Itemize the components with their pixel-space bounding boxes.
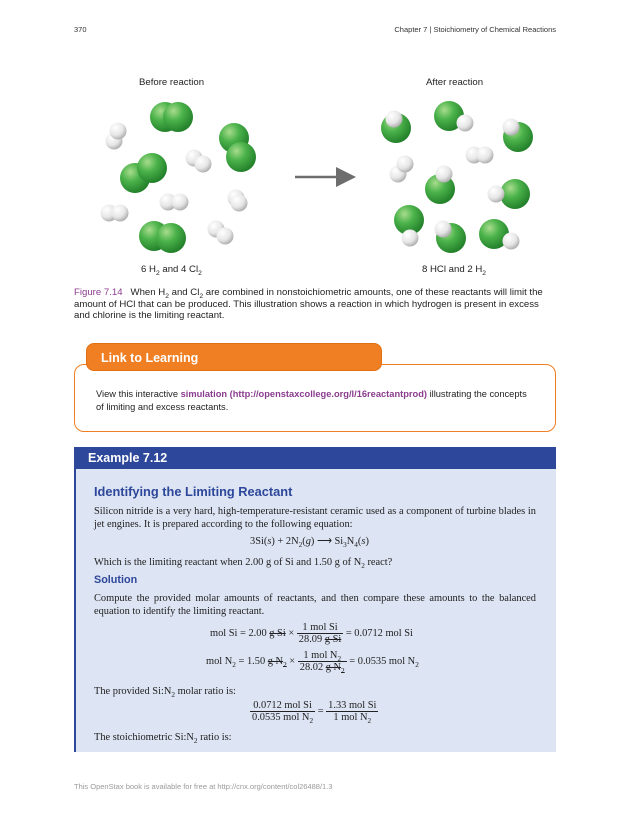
h2-molecule xyxy=(228,190,248,212)
simulation-link[interactable]: simulation (http://openstaxcollege.org/l/16reactantprod) xyxy=(180,389,427,399)
after-label: After reaction xyxy=(426,77,484,88)
before-formula: 6 $H_2$ and 4 $Cl_2$ xyxy=(141,264,202,277)
page-number: 370 xyxy=(74,25,87,34)
hcl-molecule xyxy=(488,179,531,209)
h2-molecule xyxy=(186,150,212,173)
h2-molecule xyxy=(466,147,494,164)
calc-mol-n2: mol $N_2 = 1.50$ g $N_2$ × $\frac{1 mol N_2}{28.02 g N_2}$ = 0.0535 mol $N_2$ xyxy=(206,650,419,676)
hcl-molecule xyxy=(434,101,474,132)
h2-molecule xyxy=(106,123,127,150)
h2-molecule xyxy=(101,205,129,222)
ratio-intro: The provided $Si:N_2$ molar ratio is: xyxy=(94,686,236,700)
link-to-learning-tab: Link to Learning xyxy=(86,343,382,371)
reaction-equation: $3Si(s) + 2N_2(g)$ ⟶ $Si_3N_4(s)$ xyxy=(250,536,369,550)
cl2-molecule xyxy=(139,221,186,253)
after-formula: 8 HCl and 2 $H_2$ xyxy=(422,264,487,277)
figure-caption: Figure 7.14 When $H_2$ and $Cl_2$ are combined in nonstoichiometric amounts, one of these reactants will limit the amount of HCl that can be produced. This illustration shows a reaction in which hydrogen is present in excess and chlorine is the limiting reactant. xyxy=(74,287,543,322)
example-question: Which is the limiting reactant when 2.00 g of Si and 1.50 g of $N_2$ react? xyxy=(94,557,393,571)
example-title: Identifying the Limiting Reactant xyxy=(94,484,293,499)
chapter-header: Chapter 7 | Stoichiometry of Chemical Reactions xyxy=(394,25,556,34)
footer: This OpenStax book is available for free at http://cnx.org/content/col26488/1.3 xyxy=(74,782,333,791)
cl2-molecule xyxy=(150,102,193,132)
solution-heading: Solution xyxy=(94,574,138,586)
solution-text: Compute the provided molar amounts of reactants, and then compare these amounts to the balanced equation to identify the limiting reactant. xyxy=(94,593,536,617)
link-to-learning-text: View this interactive simulation (http://openstaxcollege.org/l/16reactantprod) illustrating the concepts of limiting and excess reactants. xyxy=(96,389,527,412)
hcl-molecule xyxy=(479,219,520,250)
h2-molecule xyxy=(160,194,189,211)
molar-ratio: $\frac{\text{0.0712 mol Si}}{0.0535 mol N_2}$ = $\frac{\text{1.33 mol Si}}{1 mol N_2}$ xyxy=(252,700,377,726)
hcl-molecule xyxy=(435,221,467,254)
example-intro: Silicon nitride is a very hard, high-temperature-resistant ceramic used as a component of turbine blades in jet engines. It is prepared according to the following equation: xyxy=(94,506,536,530)
cl2-molecule xyxy=(120,153,167,193)
before-label: Before reaction xyxy=(139,77,205,88)
h2-molecule xyxy=(208,221,234,245)
hcl-molecule xyxy=(503,119,534,153)
calc-mol-si: mol Si = 2.00 g Si × $\frac{\text{1 mol Si}}{\text{28.09 g Si}}$ = 0.0712 mol Si xyxy=(210,622,413,645)
example-header: Example 7.12 xyxy=(74,447,556,469)
hcl-molecule xyxy=(394,205,424,247)
cl2-molecule xyxy=(219,123,256,172)
h2-molecule xyxy=(390,156,414,183)
stoich-ratio-intro: The stoichiometric $Si:N_2$ ratio is: xyxy=(94,732,232,746)
hcl-molecule xyxy=(381,111,411,144)
hcl-molecule xyxy=(425,166,455,205)
reaction-illustration xyxy=(0,0,630,260)
